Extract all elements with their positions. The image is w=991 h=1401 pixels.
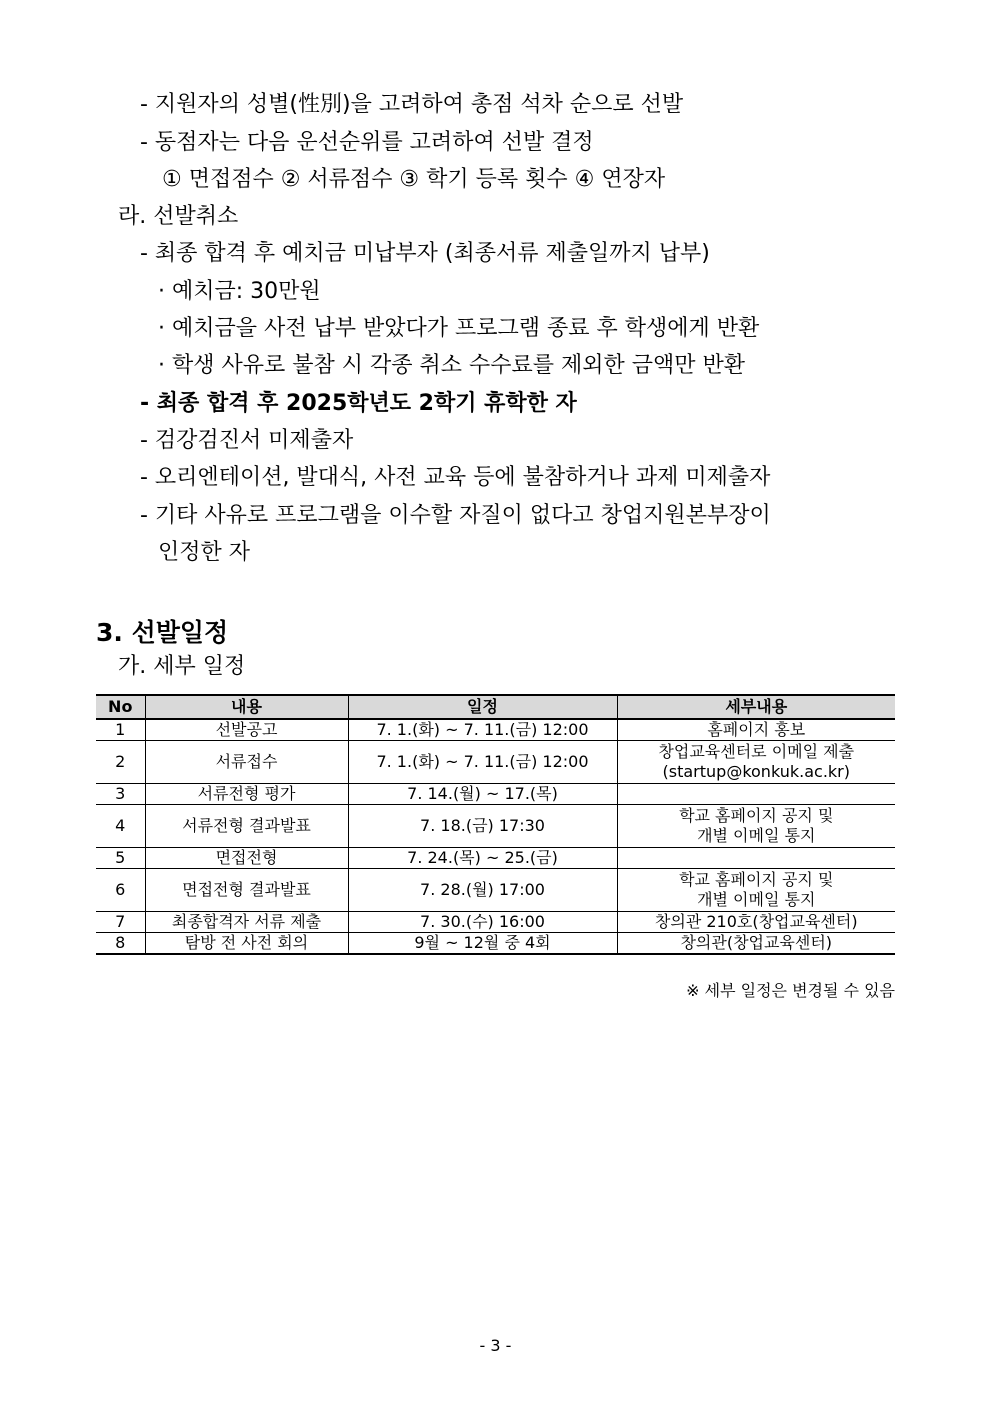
cell-no: 6 (96, 869, 145, 912)
cell-schedule: 7. 30.(수) 16:00 (348, 912, 617, 933)
text-line: · 예치금을 사전 납부 받았다가 프로그램 종료 후 학생에게 반환 (158, 316, 760, 341)
cell-content: 탐방 전 사전 회의 (145, 933, 348, 955)
table-row (96, 719, 895, 741)
table-row (96, 933, 895, 955)
cell-content: 최종합격자 서류 제출 (145, 912, 348, 933)
table-row (96, 869, 895, 912)
cell-content: 면접전형 결과발표 (145, 869, 348, 912)
cell-content: 서류전형 평가 (145, 784, 348, 805)
cell-detail: 창의관(창업교육센터) (617, 933, 895, 955)
detail-line: 학교 홈페이지 공지 및 (679, 870, 834, 889)
text-line: - 최종 합격 후 예치금 미납부자 (최종서류 제출일까지 납부) (140, 241, 710, 266)
cell-no: 8 (96, 933, 145, 955)
subsection-title: 가. 세부 일정 (118, 654, 246, 679)
text-line-bold: - 최종 합격 후 2025학년도 2학기 휴학한 자 (140, 391, 577, 416)
cell-detail (617, 848, 895, 869)
cell-no: 2 (96, 741, 145, 784)
cell-schedule: 7. 24.(목) ~ 25.(금) (348, 848, 617, 869)
table-header-row (96, 695, 895, 719)
schedule-table (96, 694, 895, 955)
text-line: - 동점자는 다음 운선순위를 고려하여 선발 결정 (140, 130, 594, 155)
text-line: ① 면접점수 ② 서류점수 ③ 학기 등록 횟수 ④ 연장자 (162, 167, 666, 192)
cell-schedule: 7. 14.(월) ~ 17.(목) (348, 784, 617, 805)
text-line: - 검강검진서 미제출자 (140, 428, 354, 453)
detail-line: 창업교육센터로 이메일 제출 (658, 742, 855, 761)
section-title: 3. 선발일정 (96, 618, 229, 647)
text-line: 인정한 자 (158, 540, 251, 565)
cell-schedule: 7. 18.(금) 17:30 (348, 805, 617, 848)
detail-line: 개별 이메일 통지 (697, 826, 816, 845)
cell-detail (617, 784, 895, 805)
cell-no: 3 (96, 784, 145, 805)
detail-line: 학교 홈페이지 공지 및 (679, 806, 834, 825)
text-line: - 지원자의 성별(性別)을 고려하여 총점 석차 순으로 선발 (140, 92, 684, 117)
header-no: No (96, 695, 145, 719)
text-line: 라. 선발취소 (118, 204, 239, 229)
table-row (96, 848, 895, 869)
cell-no: 4 (96, 805, 145, 848)
cell-detail (617, 869, 895, 912)
cell-content: 면접전형 (145, 848, 348, 869)
text-line: - 오리엔테이션, 발대식, 사전 교육 등에 불참하거나 과제 미제출자 (140, 465, 771, 490)
cell-content: 서류접수 (145, 741, 348, 784)
detail-line: (startup@konkuk.ac.kr) (662, 762, 850, 781)
header-detail: 세부내용 (617, 695, 895, 719)
table-row (96, 741, 895, 784)
cell-content: 서류전형 결과발표 (145, 805, 348, 848)
cell-schedule: 7. 1.(화) ~ 7. 11.(금) 12:00 (348, 719, 617, 741)
text-line: · 예치금: 30만원 (158, 279, 321, 304)
cell-content: 선발공고 (145, 719, 348, 741)
detail-line: 개별 이메일 통지 (697, 890, 816, 909)
page-number: - 3 - (479, 1336, 512, 1355)
text-line: · 학생 사유로 불참 시 각종 취소 수수료를 제외한 금액만 반환 (158, 353, 745, 378)
table-row (96, 784, 895, 805)
text-line: - 기타 사유로 프로그램을 이수할 자질이 없다고 창업지원본부장이 (140, 503, 771, 528)
cell-detail: 홈페이지 홍보 (617, 719, 895, 741)
cell-no: 5 (96, 848, 145, 869)
cell-schedule: 7. 1.(화) ~ 7. 11.(금) 12:00 (348, 741, 617, 784)
table-row (96, 912, 895, 933)
cell-detail: 창의관 210호(창업교육센터) (617, 912, 895, 933)
schedule-note: ※ 세부 일정은 변경될 수 있음 (686, 981, 895, 1000)
header-content: 내용 (145, 695, 348, 719)
table-row (96, 805, 895, 848)
cell-no: 1 (96, 719, 145, 741)
cell-schedule: 7. 28.(월) 17:00 (348, 869, 617, 912)
header-schedule: 일정 (348, 695, 617, 719)
cell-schedule: 9월 ~ 12월 중 4회 (348, 933, 617, 955)
cell-detail (617, 741, 895, 784)
cell-detail (617, 805, 895, 848)
cell-no: 7 (96, 912, 145, 933)
